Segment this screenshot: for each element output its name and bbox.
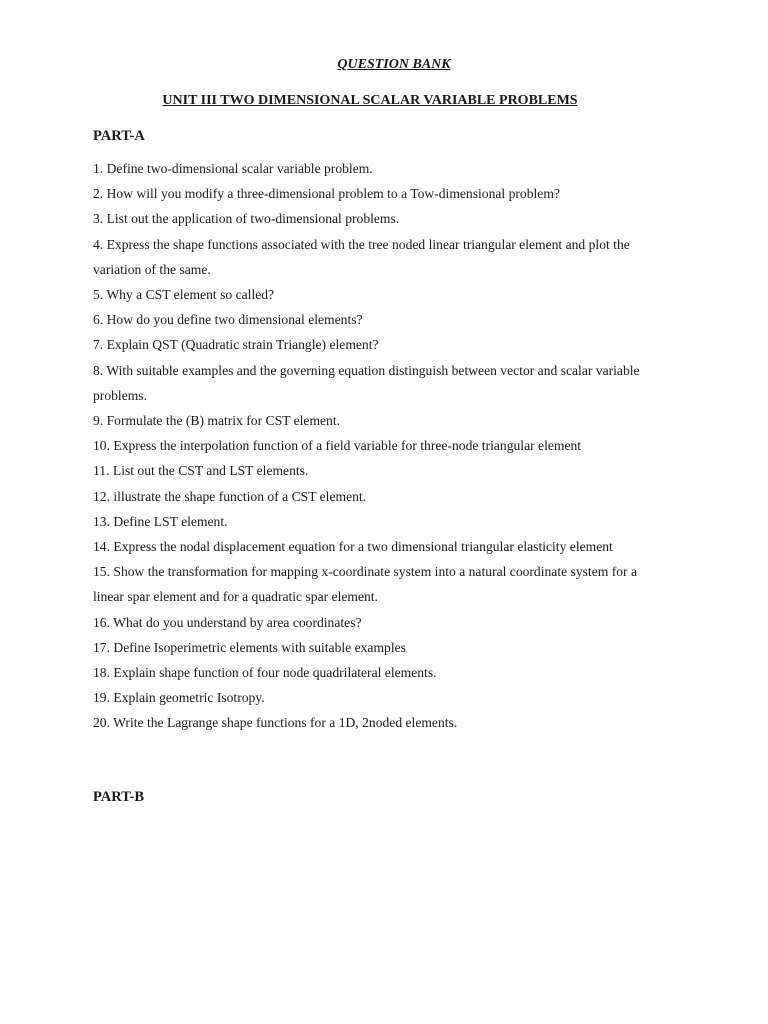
unit-heading: UNIT III TWO DIMENSIONAL SCALAR VARIABLE PROBLEMS (162, 93, 578, 108)
question-item: 16. What do you understand by area coordinates? (93, 614, 362, 630)
part-b-heading: PART-B (93, 789, 145, 805)
question-item: 2. How will you modify a three-dimensional problem to a Tow-dimensional problem? (93, 186, 560, 202)
question-item: 6. How do you define two dimensional elements? (93, 312, 363, 328)
question-item: 8. With suitable examples and the governing equation distinguish between vector and scalar variable problems. (93, 362, 640, 403)
question-item: 7. Explain QST (Quadratic strain Triangle) element? (93, 337, 379, 353)
question-item: 17. Define Isoperimetric elements with suitable examples (93, 639, 406, 655)
question-item: 4. Express the shape functions associated with the tree noded linear triangular element and plot the variation of the same. (93, 236, 630, 277)
question-item: 1. Define two-dimensional scalar variable problem. (93, 161, 373, 176)
part-a-heading: PART-A (93, 128, 145, 144)
question-item: 12. illustrate the shape function of a CST element. (93, 488, 367, 504)
document-title: QUESTION BANK (337, 57, 451, 72)
question-item: 15. Show the transformation for mapping x-coordinate system into a natural coordinate system for a linear spar element and for a quadratic spar element. (93, 564, 637, 605)
question-item: 11. List out the CST and LST elements. (93, 463, 309, 479)
question-list (93, 156, 653, 736)
question-item: 19. Explain geometric Isotropy. (93, 690, 265, 706)
question-item: 5. Why a CST element so called? (93, 287, 275, 303)
question-item: 3. List out the application of two-dimensional problems. (93, 211, 400, 227)
question-item: 18. Explain shape function of four node quadrilateral elements. (93, 665, 437, 681)
question-item: 14. Express the nodal displacement equation for a two dimensional triangular elasticity element (93, 539, 613, 555)
question-item: 20. Write the Lagrange shape functions for a 1D, 2noded elements. (93, 715, 458, 731)
question-item: 13. Define LST element. (93, 513, 228, 529)
question-item: 9. Formulate the (B) matrix for CST element. (93, 413, 341, 429)
question-item: 10. Express the interpolation function of a field variable for three-node triangular element (93, 438, 582, 454)
